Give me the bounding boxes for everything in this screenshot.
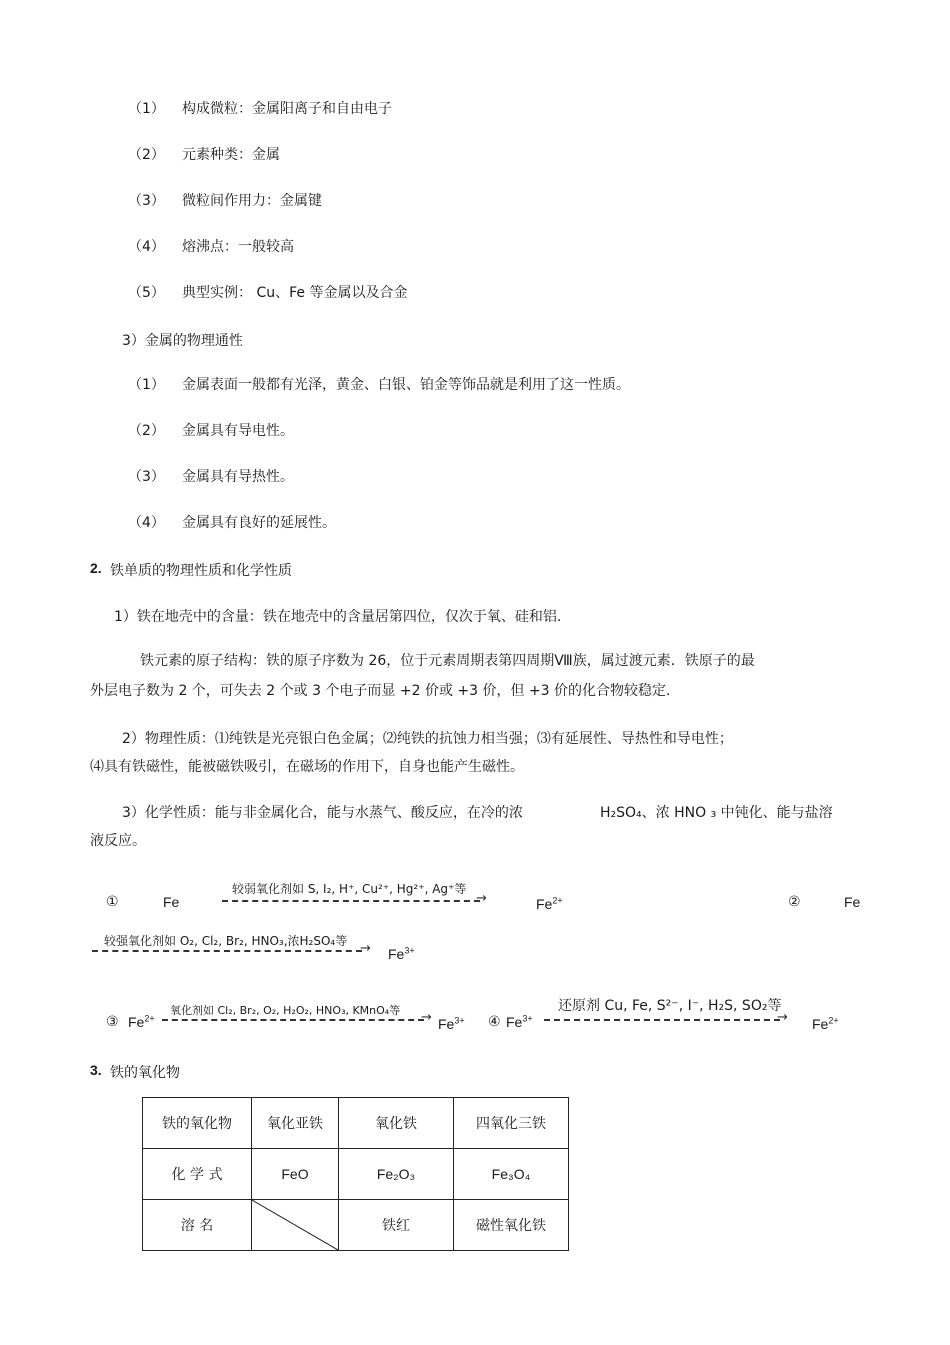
table-cell: Fe₂O₃ xyxy=(339,1149,454,1200)
table-cell: 溶 名 xyxy=(143,1200,252,1251)
paragraph: 2）物理性质：⑴纯铁是光亮银白色金属；⑵纯铁的抗蚀力相当强；⑶有延展性、导热性和导电性； xyxy=(122,731,733,747)
list-text: 典型实例： Cu、Fe 等金属以及合金 xyxy=(182,285,408,301)
list-text: 元素种类：金属 xyxy=(182,147,280,163)
reaction-arrow xyxy=(544,1019,780,1021)
reaction-marker: ③ xyxy=(106,1014,119,1030)
subsection-heading: 3）金属的物理通性 xyxy=(122,333,243,349)
product: $Fe^{2+}$ xyxy=(812,1015,839,1032)
iron-oxides-table xyxy=(142,1097,569,1251)
reaction-condition: 还原剂 Cu, Fe, S²⁻, I⁻, H₂S, SO₂等 xyxy=(558,998,782,1014)
reaction-condition: 氧化剂如 Cl₂, Br₂, O₂, H₂O₂, HNO₃, KMnO₄等 xyxy=(170,1004,401,1017)
table-row xyxy=(143,1149,569,1200)
diagonal-line xyxy=(252,1200,338,1250)
table-header-cell: 氧化亚铁 xyxy=(252,1098,339,1149)
paragraph: ⑷具有铁磁性，能被磁铁吸引，在磁场的作用下，自身也能产生磁性。 xyxy=(90,759,524,775)
product: $Fe^{3+}$ xyxy=(438,1015,465,1032)
product: $Fe^{2+}$ xyxy=(536,895,563,912)
list-number: （3） xyxy=(128,193,165,209)
section-number: 3. xyxy=(90,1062,102,1078)
section-number: 2. xyxy=(90,560,102,576)
table-cell-empty xyxy=(252,1200,339,1251)
arrowhead-icon: → xyxy=(476,891,487,906)
paragraph: 1）铁在地壳中的含量：铁在地壳中的含量居第四位，仅次于氧、硅和铝. xyxy=(114,609,562,625)
table-row xyxy=(143,1098,569,1149)
list-number: （3） xyxy=(128,469,165,485)
reaction-condition: 较弱氧化剂如 S, I₂, H⁺, Cu²⁺, Hg²⁺, Ag⁺等 xyxy=(232,882,467,896)
table-cell: Fe₃O₄ xyxy=(454,1149,569,1200)
arrowhead-icon: → xyxy=(360,941,371,956)
table-row xyxy=(143,1200,569,1251)
reaction-arrow xyxy=(92,950,362,952)
product: $Fe^{3+}$ xyxy=(388,945,415,962)
list-text: 构成微粒：金属阳离子和自由电子 xyxy=(182,101,392,117)
list-text: 金属具有导电性。 xyxy=(182,423,294,439)
list-text: 金属具有导热性。 xyxy=(182,469,294,485)
reaction-marker: ④ xyxy=(488,1014,501,1030)
reactant: Fe xyxy=(163,894,180,910)
table-header-cell: 氧化铁 xyxy=(339,1098,454,1149)
list-number: （4） xyxy=(128,515,165,531)
reactant: Fe xyxy=(844,894,861,910)
reaction-arrow xyxy=(222,900,480,902)
table-header-cell: 铁的氧化物 xyxy=(143,1098,252,1149)
arrowhead-icon: → xyxy=(777,1010,788,1025)
reaction-marker: ② xyxy=(788,894,801,910)
list-number: （1） xyxy=(128,101,165,117)
list-text: 熔沸点：一般较高 xyxy=(182,239,294,255)
paragraph: 3）化学性质：能与非金属化合，能与水蒸气、酸反应，在冷的浓 xyxy=(122,805,523,821)
arrowhead-icon: → xyxy=(421,1010,432,1025)
table-cell: 化 学 式 xyxy=(143,1149,252,1200)
reactant: $Fe^{3+}$ xyxy=(506,1013,533,1030)
reaction-condition: 较强氧化剂如 O₂, Cl₂, Br₂, HNO₃,浓H₂SO₄等 xyxy=(104,934,348,948)
table-header-cell: 四氧化三铁 xyxy=(454,1098,569,1149)
list-number: （5） xyxy=(128,285,165,301)
paragraph: 铁元素的原子结构：铁的原子序数为 26，位于元素周期表第四周期Ⅷ族，属过渡元素．铁原子的最 xyxy=(140,653,755,669)
section-title: 铁单质的物理性质和化学性质 xyxy=(110,563,292,579)
list-number: （1） xyxy=(128,377,165,393)
paragraph: 液反应。 xyxy=(90,833,146,849)
reactant: $Fe^{2+}$ xyxy=(128,1013,155,1030)
list-text: 微粒间作用力：金属键 xyxy=(182,193,322,209)
table-cell: 铁红 xyxy=(339,1200,454,1251)
paragraph: H₂SO₄、浓 HNO ₃ 中钝化、能与盐溶 xyxy=(600,805,833,821)
reaction-arrow xyxy=(162,1019,424,1021)
reaction-marker: ① xyxy=(106,894,119,910)
table-cell: 磁性氧化铁 xyxy=(454,1200,569,1251)
paragraph: 外层电子数为 2 个，可失去 2 个或 3 个电子而显 +2 价或 +3 价，但 +3 价的化合物较稳定. xyxy=(90,683,671,699)
list-number: （4） xyxy=(128,239,165,255)
section-title: 铁的氧化物 xyxy=(110,1065,180,1081)
list-number: （2） xyxy=(128,423,165,439)
list-text: 金属具有良好的延展性。 xyxy=(182,515,336,531)
table-cell: FeO xyxy=(252,1149,339,1200)
list-number: （2） xyxy=(128,147,165,163)
list-text: 金属表面一般都有光泽，黄金、白银、铂金等饰品就是利用了这一性质。 xyxy=(182,377,630,393)
